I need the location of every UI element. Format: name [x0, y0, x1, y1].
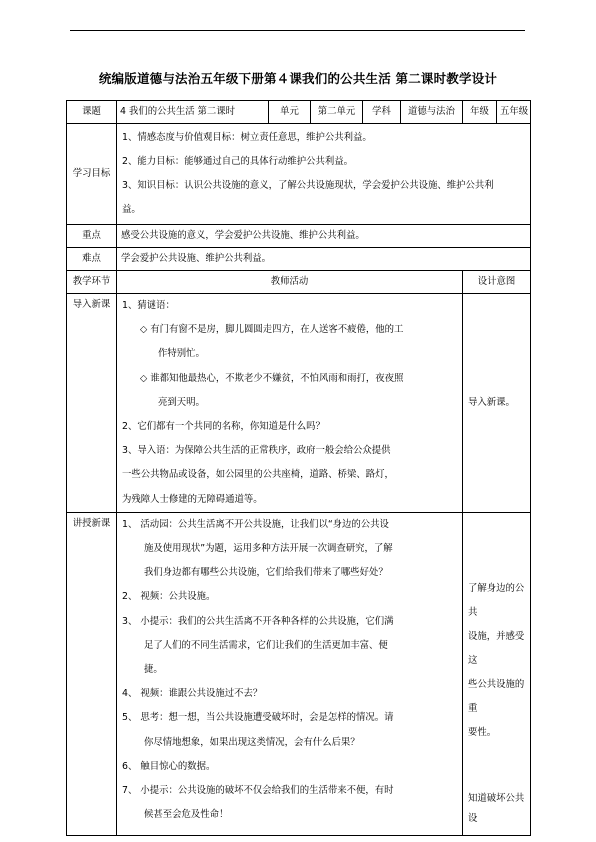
- column-design: 设计意图: [463, 271, 531, 294]
- difficulties-row: [67, 248, 531, 271]
- activity-line: 1、 活动园：公共生活离不开公共设施，让我们以“身边的公共设: [122, 518, 389, 530]
- course-value: 4 我们的公共生活 第二课时: [117, 101, 269, 124]
- riddle-line: ◇ 谁都知他最热心，不欺老少不嫌贫，不怕风雨和雨打，夜夜照: [140, 372, 404, 384]
- objective-item: 益。: [122, 204, 141, 215]
- subject-value: 道德与法治: [401, 101, 463, 124]
- step-teach: 讲授新课: [67, 512, 117, 835]
- activity-line: 候甚至会危及性命！: [144, 809, 229, 821]
- lesson-plan-table: [66, 100, 531, 836]
- difficulties-text: 学会爱护公共设施、维护公共利益。: [117, 248, 531, 271]
- objective-item: 2、能力目标：能够通过自己的具体行动维护公共利益。: [122, 156, 353, 167]
- document-title: 统编版道德与法治五年级下册第４课我们的公共生活 第二课时教学设计: [98, 71, 498, 86]
- columns-header-row: [67, 271, 531, 294]
- activity-line: 1、猜谜语：: [122, 300, 175, 311]
- activity-line: 一些公共物品或设备，如公园里的公共座椅，道路、桥梁、路灯，: [122, 469, 394, 481]
- grade-label: 年级: [463, 101, 497, 124]
- activity-line: 施及使用现状”为题，运用多种方法开展一次调查研究，了解: [144, 543, 393, 555]
- column-step: 教学环节: [67, 271, 117, 294]
- activity-line: 6、 触目惊心的数据。: [122, 760, 216, 772]
- riddle-line: ◇ 有门有窗不是房，脚儿圆圆走四方，在人送客不疲倦，他的工: [140, 324, 404, 336]
- objectives-label: 学习目标: [67, 124, 117, 225]
- grade-value: 五年级: [497, 101, 531, 124]
- key-points-label: 重点: [67, 225, 117, 248]
- key-points-text: 感受公共设施的意义，学会爱护公共设施、维护公共利益。: [117, 225, 531, 248]
- design-line: 设施，并感受这: [468, 630, 525, 666]
- riddle-line: 亮到天明。: [158, 396, 205, 408]
- subject-label: 学科: [363, 101, 401, 124]
- teacher-activity-intro: [117, 294, 463, 513]
- activity-line: 为残障人士修建的无障碍通道等。: [122, 493, 263, 505]
- section-intro-row: [67, 294, 531, 513]
- step-intro: 导入新课: [67, 294, 117, 513]
- header-rule: [70, 30, 525, 31]
- activity-line: 捷。: [144, 664, 163, 676]
- course-label: 课题: [67, 101, 117, 124]
- riddle-line: 作特别忙。: [158, 348, 205, 360]
- activity-line: 足了人们的不同生活需求，它们让我们的生活更加丰富、便: [144, 639, 388, 651]
- difficulties-label: 难点: [67, 248, 117, 271]
- design-line: 了解身边的公共: [468, 582, 525, 618]
- unit-value: 第二单元: [311, 101, 363, 124]
- teacher-activity-teach: [117, 512, 463, 835]
- activity-line: 2、 视频：公共设施。: [122, 591, 216, 603]
- objective-item: 1、情感态度与价值观目标：树立责任意思，维护公共利益。: [122, 132, 372, 143]
- activity-line: 3、 小提示：我们的公共生活离不开各种各样的公共设施，它们满: [122, 615, 394, 627]
- objectives-row: [67, 124, 531, 225]
- objectives-content: [117, 124, 531, 225]
- column-teacher: 教师活动: [117, 271, 463, 294]
- activity-line: 我们身边都有哪些公共设施，它们给我们带来了哪些好处？: [144, 567, 388, 579]
- section-teach-row: [67, 512, 531, 835]
- header-row: [67, 101, 531, 124]
- design-line: 些公共设施的重: [468, 678, 525, 714]
- activity-line: 2、它们都有一个共同的名称，你知道是什么吗？: [122, 421, 325, 433]
- activity-line: 5、 思考：想一想，当公共设施遭受破坏时，会是怎样的情况。请: [122, 712, 394, 724]
- design-intent-intro: 导入新课。: [463, 294, 531, 513]
- unit-label: 单元: [269, 101, 311, 124]
- activity-line: 7、 小提示：公共设施的破坏不仅会给我们的生活带来不便，有时: [122, 785, 394, 797]
- objective-item: 3、知识目标：认识公共设施的意义，了解公共设施现状，学会爱护公共设施、维护公共利: [122, 180, 494, 191]
- design-line: 知道破坏公共设: [468, 792, 525, 824]
- activity-line: 4、 视频：谁跟公共设施过不去？: [122, 688, 263, 700]
- key-points-row: [67, 225, 531, 248]
- design-line: 要性。: [468, 726, 497, 738]
- activity-line: 3、导入语：为保障公共生活的正常秩序，政府一般会给公众提供: [122, 445, 391, 457]
- activity-line: 你尽情地想象，如果出现这类情况，会有什么后果？: [144, 736, 360, 748]
- design-intent-teach: [463, 512, 531, 835]
